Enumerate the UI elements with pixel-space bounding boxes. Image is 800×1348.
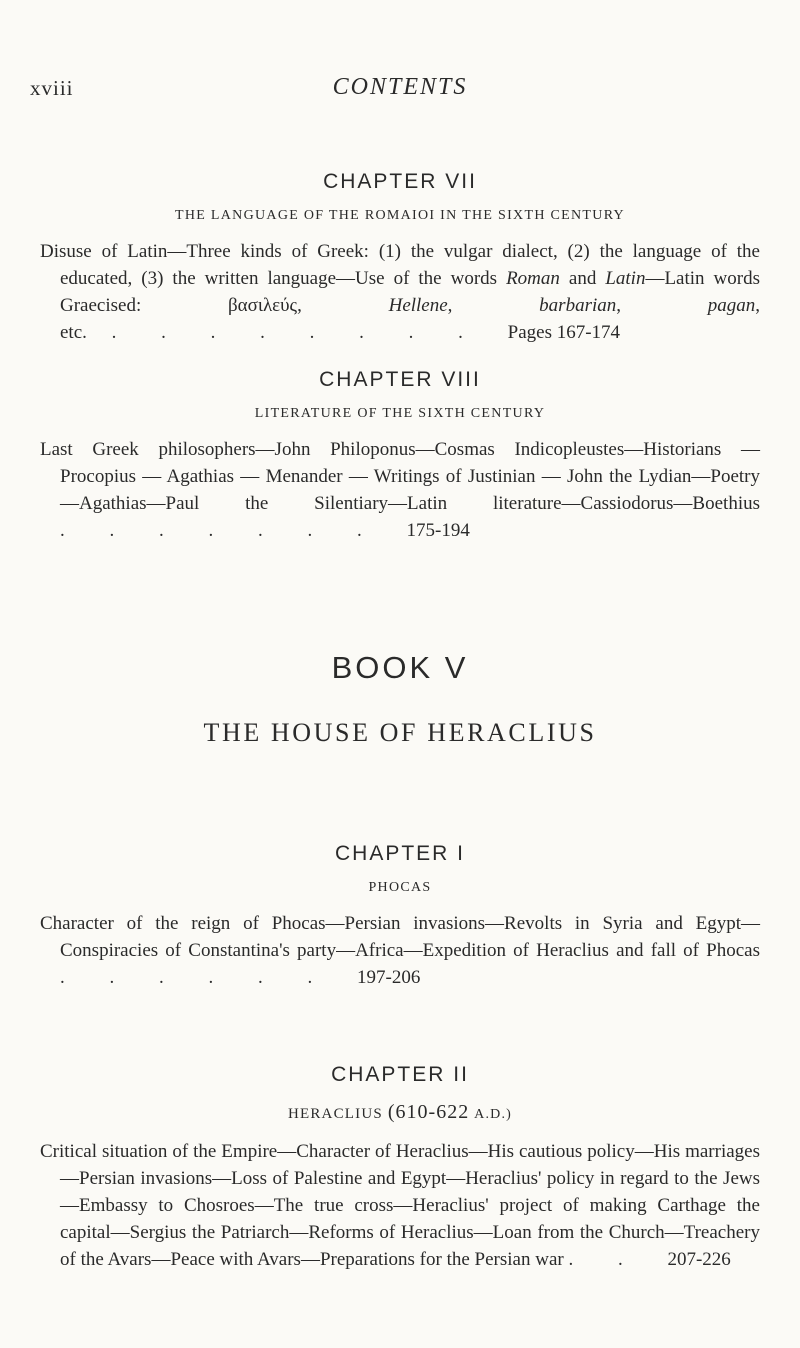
chapter-7-etc: etc. [60,322,87,343]
running-head: CONTENTS [332,74,468,100]
chapter-1-pages: 197-206 [357,967,421,988]
chapter-7-greek: βασιλεύς [227,295,298,316]
chapter-8-entry [0,368,800,544]
book-title: BOOK V [331,650,469,685]
chapter-1-entry [0,842,800,991]
chapter-2-pages: 207-226 [667,1249,731,1270]
book-5-heading [0,650,800,748]
book-subtitle: THE HOUSE OF HERACLIUS [203,718,597,747]
chapter-1-subtitle: PHOCAS [368,880,432,895]
chapter-7-and: and [559,268,606,289]
chapter-2-subtitle-years: (610-622 [387,1101,470,1123]
chapter-7-text-a: Disuse of Latin—Three kinds of Greek: (1) the vulgar dialect, (2) the language of the educated, (3) the written language—Use of the words [40,241,760,289]
chapter-2-entry [0,1063,800,1273]
chapter-8-text: Last Greek philosophers—John Philoponus—Cosmas Indicopleustes—Historians —Procopius — Agathias — Menander — Writings of Justinian — John the Lydian—Poetry—Agathias—Paul the Silentiary—Latin literature—Cassiodorus—Boethius [40,439,760,514]
chapter-2-title: CHAPTER II [331,1063,469,1086]
chapter-2-text: Critical situation of the Empire—Character of Heraclius—His cautious policy—His marriages—Persian invasions—Loss of Palestine and Egypt—Heraclius' policy in regard to the Jews—Embassy to Chosroes—The true cross—Heraclius' project of making Carthage the capital—Sergius the Patriarch—Reforms of Heraclius—Loan from the Church—Treachery of the Avars—Peace with Avars—Preparations for the Persian war [40,1141,760,1270]
chapter-7-title: CHAPTER VII [323,170,477,193]
chapter-2-subtitle-name: HERACLIUS [287,1106,383,1122]
chapter-2-subtitle-era: A.D.) [474,1107,513,1122]
chapter-7-barbarian: barbarian [539,295,617,316]
chapter-7-latin: Latin [605,268,646,289]
chapter-8-subtitle: LITERATURE OF THE SIXTH CENTURY [254,406,546,421]
chapter-7-hellene: Hellene [388,295,448,316]
page-folio: xviii [30,76,74,100]
chapter-2-summary: Critical situation of the Empire—Character of Heraclius—His cautious policy—His marriages—Persian invasions—Loss of Palestine and Egypt—Heraclius' policy in regard to the Jews—Embassy to Chosroes—The true cross—Heraclius' project of making Carthage the capital—Sergius the Patriarch—Reforms of Heraclius—Loan from the Church—Treachery of the Avars—Peace with Avars—Preparations for the Persian war . . 207-226 [40,1141,760,1270]
chapter-7-pagan: pagan [707,295,756,316]
chapter-8-title: CHAPTER VIII [319,368,481,391]
chapter-7-subtitle: THE LANGUAGE OF THE ROMAIOI IN THE SIXTH CENTURY [175,208,625,223]
chapter-7-summary: Disuse of Latin—Three kinds of Greek: (1) the vulgar dialect, (2) the language of the educated, (3) the written language—Use of the words Roman and Latin—Latin words Graecised: βασιλεύς, Hellene, barbarian, pagan, etc. . . . . . . . . Pages 167-174 [40,241,760,343]
chapter-7-roman: Roman [506,268,560,289]
chapter-8-summary: Last Greek philosophers—John Philoponus—Cosmas Indicopleustes—Historians —Procopius — Agathias — Menander — Writings of Justinian — John the Lydian—Poetry—Agathias—Paul the Silentiary—Latin literature—Cassiodorus—Boethius . . . . . . . 175-194 [40,439,760,541]
chapter-1-text: Character of the reign of Phocas—Persian invasions—Revolts in Syria and Egypt—Conspiracies of Constantina's party—Africa—Expedition of Heraclius and fall of Phocas [40,913,760,961]
chapter-8-pages: 175-194 [406,520,470,541]
chapter-7-pages: Pages 167-174 [507,322,621,343]
chapter-2-subtitle [0,1101,800,1124]
chapter-1-summary: Character of the reign of Phocas—Persian invasions—Revolts in Syria and Egypt—Conspiracies of Constantina's party—Africa—Expedition of Heraclius and fall of Phocas . . . . . . 197-206 [40,913,760,988]
chapter-7-entry [0,170,800,346]
chapter-7-text-b: —Latin words Graecised: [60,268,760,316]
chapter-1-title: CHAPTER I [334,842,465,865]
